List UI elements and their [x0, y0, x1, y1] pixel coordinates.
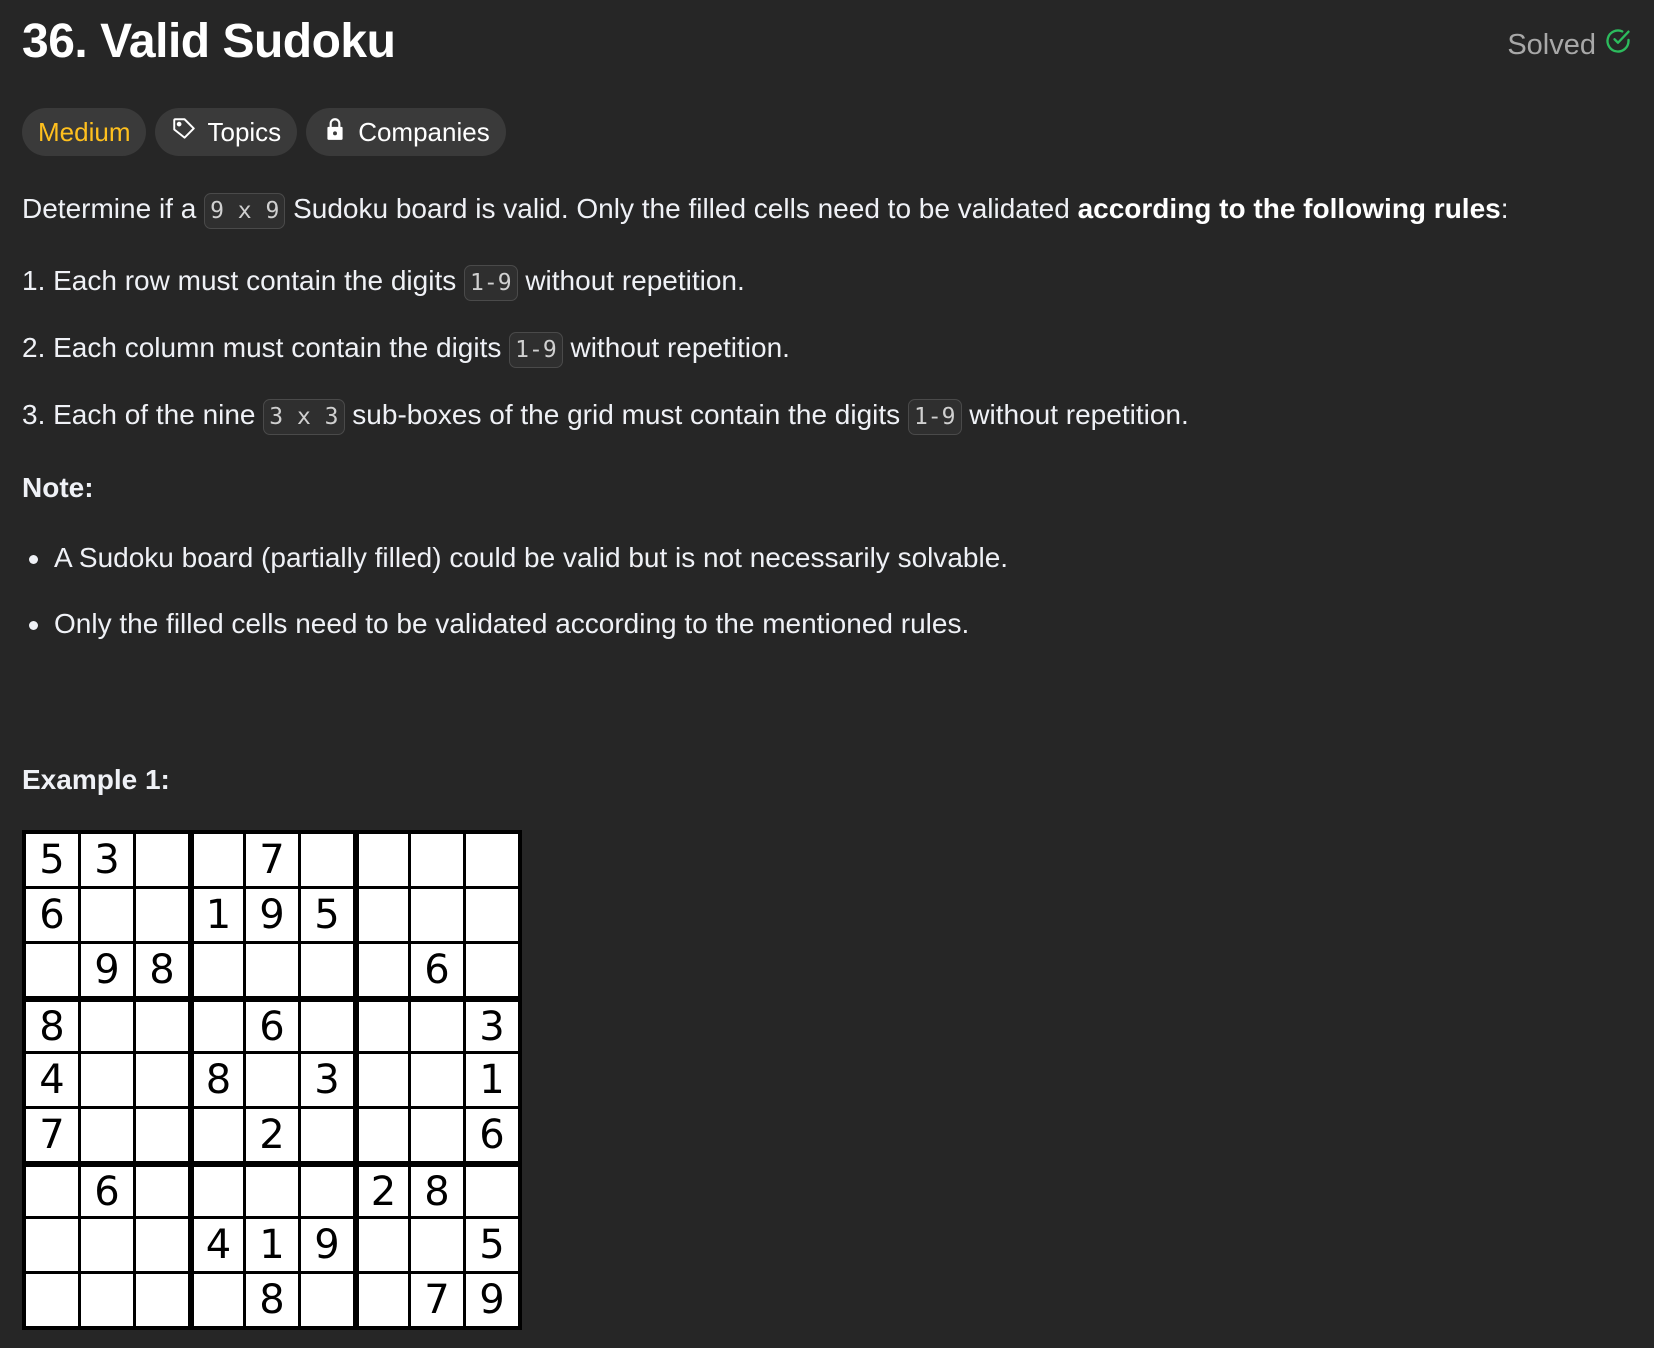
- sudoku-cell: 6: [26, 889, 78, 941]
- solved-status: [1507, 27, 1632, 63]
- sudoku-cell: 9: [466, 1274, 518, 1326]
- sudoku-cell: [194, 944, 243, 996]
- sudoku-cell: 1: [466, 1054, 518, 1106]
- sudoku-cell: [26, 1167, 78, 1216]
- rule-text: 3. Each of the nine: [22, 399, 264, 430]
- sudoku-cell: [194, 1167, 243, 1216]
- rule-3: [22, 396, 1632, 435]
- rule-text: without repetition.: [562, 332, 790, 363]
- sudoku-cell: [301, 1109, 353, 1161]
- example-heading: Example 1:: [22, 764, 170, 795]
- rule-1: [22, 262, 1632, 301]
- sudoku-cell: [359, 834, 408, 886]
- check-circle-icon: [1604, 27, 1632, 63]
- inline-code: 3 x 3: [263, 399, 344, 435]
- sudoku-cell: [411, 1054, 463, 1106]
- topics-label: Topics: [207, 116, 282, 147]
- sudoku-cell: 4: [26, 1054, 78, 1106]
- sudoku-cell: 5: [301, 889, 353, 941]
- sudoku-cell: [81, 1002, 133, 1051]
- intro-text: Sudoku board is valid. Only the filled cells need to be validated: [285, 193, 1078, 224]
- sudoku-cell: 6: [81, 1167, 133, 1216]
- sudoku-cell: 2: [359, 1167, 408, 1216]
- sudoku-cell: [81, 1274, 133, 1326]
- difficulty-label: Medium: [38, 116, 131, 147]
- sudoku-cell: [466, 944, 518, 996]
- intro-text: :: [1500, 193, 1509, 224]
- sudoku-cell: 7: [411, 1274, 463, 1326]
- tag-icon: [171, 116, 197, 149]
- sudoku-cell: [359, 1219, 408, 1271]
- sudoku-cell: 7: [26, 1109, 78, 1161]
- sudoku-cell: [136, 889, 188, 941]
- sudoku-cell: [301, 834, 353, 886]
- sudoku-cell: 8: [246, 1274, 298, 1326]
- sudoku-cell: 3: [301, 1054, 353, 1106]
- description-intro: [22, 190, 1632, 229]
- rule-text: 1. Each row must contain the digits: [22, 265, 464, 296]
- sudoku-cell: [136, 834, 188, 886]
- sudoku-cell: [359, 889, 408, 941]
- sudoku-cell: 8: [194, 1054, 243, 1106]
- sudoku-cell: 6: [466, 1109, 518, 1161]
- sudoku-cell: [246, 1054, 298, 1106]
- sudoku-cell: 7: [246, 834, 298, 886]
- rule-text: 2. Each column must contain the digits: [22, 332, 510, 363]
- sudoku-cell: [466, 1167, 518, 1216]
- sudoku-cell: [136, 1109, 188, 1161]
- inline-code: 1-9: [464, 265, 518, 301]
- companies-label: Companies: [358, 116, 490, 147]
- sudoku-cell: 4: [194, 1219, 243, 1271]
- sudoku-cell: [26, 1219, 78, 1271]
- list-item: Only the filled cells need to be validated according to the mentioned rules.: [22, 605, 1632, 643]
- solved-label: Solved: [1507, 28, 1596, 61]
- problem-title: 36. Valid Sudoku: [22, 15, 396, 68]
- sudoku-cell: [81, 889, 133, 941]
- lock-icon: [322, 116, 348, 149]
- sudoku-cell: [194, 1002, 243, 1051]
- sudoku-cell: [359, 1274, 408, 1326]
- sudoku-cell: [359, 1002, 408, 1051]
- sudoku-cell: [246, 1167, 298, 1216]
- intro-text: Determine if a: [22, 193, 205, 224]
- intro-bold: according to the following rules: [1077, 193, 1501, 224]
- rule-text: without repetition.: [517, 265, 745, 296]
- sudoku-cell: [194, 1109, 243, 1161]
- sudoku-board-image: [22, 830, 522, 1330]
- rule-text: without repetition.: [961, 399, 1189, 430]
- note-list: [22, 539, 1632, 643]
- sudoku-cell: [26, 944, 78, 996]
- sudoku-cell: 8: [411, 1167, 463, 1216]
- rule-2: [22, 329, 1632, 368]
- sudoku-cell: [466, 889, 518, 941]
- rule-text: sub-boxes of the grid must contain the digits: [344, 399, 908, 430]
- sudoku-cell: 9: [81, 944, 133, 996]
- sudoku-cell: 5: [26, 834, 78, 886]
- sudoku-cell: [359, 944, 408, 996]
- sudoku-cell: [136, 1219, 188, 1271]
- inline-code: 1-9: [509, 332, 563, 368]
- list-item: A Sudoku board (partially filled) could be valid but is not necessarily solvable.: [22, 539, 1632, 577]
- sudoku-cell: [301, 1167, 353, 1216]
- sudoku-cell: [301, 944, 353, 996]
- sudoku-cell: 6: [246, 1002, 298, 1051]
- sudoku-cell: 3: [81, 834, 133, 886]
- sudoku-cell: 8: [26, 1002, 78, 1051]
- sudoku-cell: 9: [246, 889, 298, 941]
- sudoku-cell: 9: [301, 1219, 353, 1271]
- difficulty-badge[interactable]: [22, 108, 146, 156]
- sudoku-cell: 1: [194, 889, 243, 941]
- sudoku-cell: [411, 889, 463, 941]
- sudoku-cell: [359, 1109, 408, 1161]
- sudoku-cell: 3: [466, 1002, 518, 1051]
- sudoku-cell: [136, 1274, 188, 1326]
- sudoku-cell: 5: [466, 1219, 518, 1271]
- sudoku-cell: [136, 1002, 188, 1051]
- title-row: [22, 0, 1632, 96]
- sudoku-cell: [411, 834, 463, 886]
- sudoku-cell: [81, 1219, 133, 1271]
- sudoku-cell: [411, 1219, 463, 1271]
- inline-code: 9 x 9: [204, 193, 285, 229]
- sudoku-cell: [466, 834, 518, 886]
- sudoku-cell: [136, 1054, 188, 1106]
- sudoku-cell: [411, 1002, 463, 1051]
- sudoku-cell: 2: [246, 1109, 298, 1161]
- sudoku-cell: 6: [411, 944, 463, 996]
- note-heading: Note:: [22, 472, 94, 503]
- sudoku-cell: [194, 1274, 243, 1326]
- topics-button[interactable]: [155, 108, 297, 156]
- tag-chips: [22, 108, 1632, 156]
- sudoku-cell: [81, 1054, 133, 1106]
- sudoku-cell: [301, 1274, 353, 1326]
- companies-button[interactable]: [306, 108, 506, 156]
- sudoku-cell: 8: [136, 944, 188, 996]
- sudoku-cell: [246, 944, 298, 996]
- sudoku-cell: [194, 834, 243, 886]
- inline-code: 1-9: [908, 399, 962, 435]
- sudoku-cell: [81, 1109, 133, 1161]
- sudoku-cell: 1: [246, 1219, 298, 1271]
- sudoku-cell: [136, 1167, 188, 1216]
- sudoku-cell: [411, 1109, 463, 1161]
- sudoku-cell: [359, 1054, 408, 1106]
- sudoku-cell: [26, 1274, 78, 1326]
- sudoku-cell: [301, 1002, 353, 1051]
